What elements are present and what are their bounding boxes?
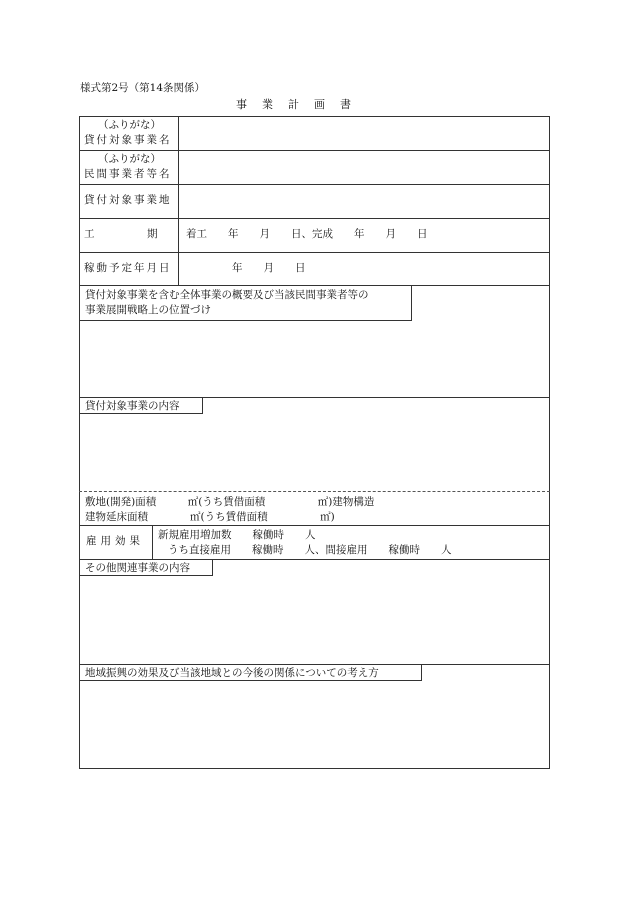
content-field[interactable] (80, 415, 549, 490)
operation-date-label: 稼動予定年月日 (84, 262, 172, 274)
operator-name-field[interactable] (180, 151, 548, 183)
row-divider (79, 252, 550, 253)
project-name-field[interactable] (180, 117, 548, 149)
employment-direct-line: うち直接雇用 稼働時 人、間接雇用 稼働時 人 (168, 544, 452, 556)
related-field[interactable] (80, 577, 549, 663)
operator-name-label: 民間事業者等名 (84, 168, 172, 180)
furigana-label: （ふりがな） (98, 119, 161, 131)
related-section-heading: その他関連事業の内容 (85, 562, 190, 574)
regional-field[interactable] (80, 682, 549, 768)
floor-area-line: 建物延床面積 ㎡(うち賃借面積 ㎡) (85, 511, 335, 523)
furigana-label: （ふりがな） (98, 153, 161, 165)
label-column-divider (178, 116, 179, 285)
location-label: 貸付対象事業地 (84, 194, 172, 206)
regional-section-heading: 地域振興の効果及び当該地域との今後の関係についての考え方 (85, 667, 379, 679)
construction-period-label: 工 期 (84, 228, 158, 240)
overview-section-heading: 貸付対象事業を含む全体事業の概要及び当該民間事業者等の (85, 289, 369, 301)
content-section-heading: 貸付対象事業の内容 (85, 400, 180, 412)
row-divider (79, 218, 550, 219)
overview-section-heading-2: 事業展開戦略上の位置づけ (85, 304, 211, 316)
overview-field[interactable] (80, 322, 549, 396)
site-area-line: 敷地(開発)面積 ㎡(うち賃借面積 ㎡)建物構造 (85, 496, 375, 508)
employment-effect-label: 雇用効果 (86, 535, 144, 547)
operation-date-value[interactable]: 年 月 日 (232, 262, 306, 274)
employment-divider (152, 525, 153, 559)
location-field[interactable] (180, 185, 548, 217)
employment-new-line: 新規雇用増加数 稼働時 人 (158, 529, 316, 541)
form-number: 様式第2号（第14条関係） (80, 82, 206, 94)
dashed-divider (79, 491, 550, 492)
document-title: 事業計画書 (236, 98, 366, 111)
project-name-label: 貸付対象事業名 (84, 134, 172, 146)
construction-period-value[interactable]: 着工 年 月 日、完成 年 月 日 (186, 228, 428, 240)
row-divider (79, 525, 550, 526)
